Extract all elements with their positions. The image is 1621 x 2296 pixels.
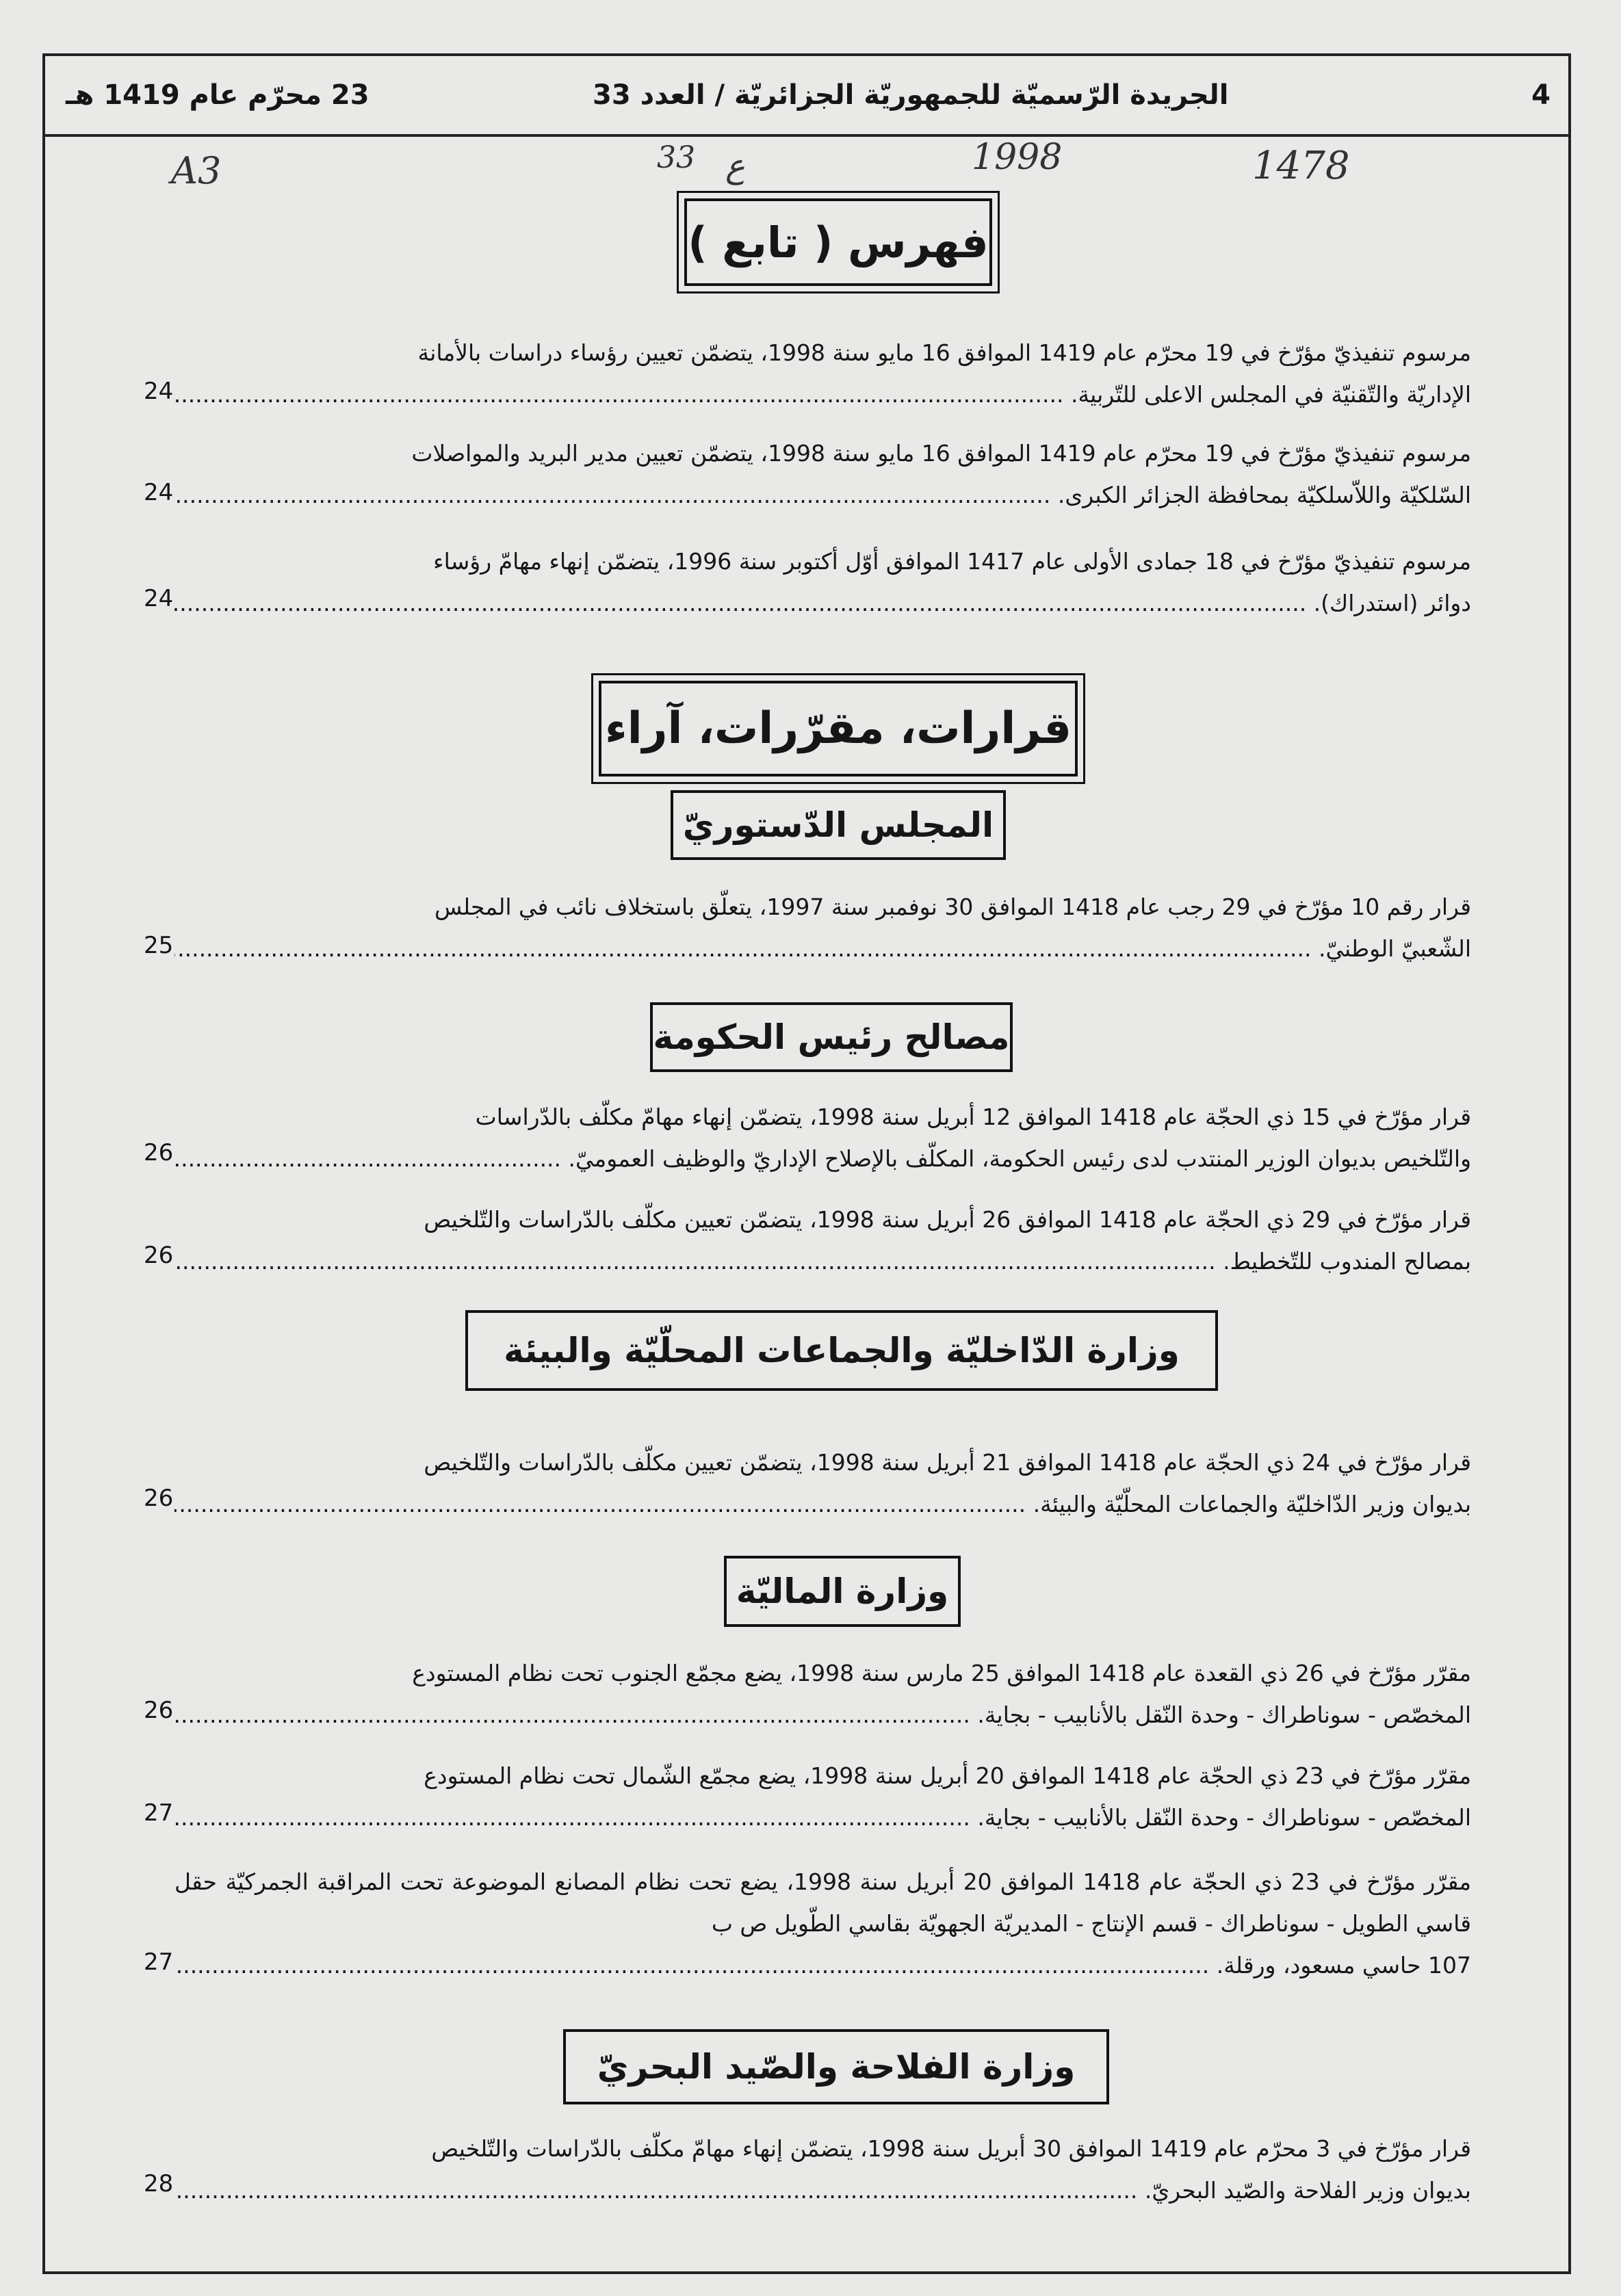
page-header: [45, 56, 1568, 137]
entry-10: مقرّر مؤرّخ في 23 ذي الحجّة عام 1418 الموافق 20 أبريل سنة 1998، يضع تحت نظام المصانع الموضوعة تحت المراقبة الجمركيّة حقل قاسي الطويل - سوناطراك - قسم الإنتاج - المديريّة الجهويّة بقاسي الطّويل ص ب 107 حاسي مسعود، ورقلة. .....: [174, 1861, 1471, 1986]
handwritten-ayn: ع: [725, 147, 745, 185]
entry-2-page: 24: [144, 479, 174, 506]
entry-8: مقرّر مؤرّخ في 26 ذي القعدة عام 1418 الموافق 25 مارس سنة 1998، يضع مجمّع الجنوب تحت نظام المستودع المخصّص - سوناطراك - وحدة النّقل بالأنابيب - بجاية. .....: [174, 1652, 1471, 1736]
entry-4: قرار رقم 10 مؤرّخ في 29 رجب عام 1418 الموافق 30 نوفمبر سنة 1997، يتعلّق باستخلاف نائب في المجلس الشّعبيّ الوطنيّ. .....: [174, 886, 1471, 969]
header-date: 23 محرّم عام 1419 هـ: [66, 79, 369, 111]
entry-11-page: 28: [144, 2170, 174, 2197]
section-head-of-government: مصالح رئيس الحكومة: [650, 1002, 1013, 1072]
entry-1-page: 24: [144, 378, 174, 405]
entry-1: مرسوم تنفيذيّ مؤرّخ في 19 محرّم عام 1419 الموافق 16 مايو سنة 1998، يتضمّن تعيين رؤساء دراسات بالأمانة الإداريّة والتّقنيّة في المجلس الاعلى للتّربية. .....: [174, 332, 1471, 415]
entry-2: مرسوم تنفيذيّ مؤرّخ في 19 محرّم عام 1419 الموافق 16 مايو سنة 1998، يتضمّن تعيين مدير البريد والمواصلات السّلكيّة واللاّسلكيّة بمحافظة الجزائر الكبرى. .....: [174, 432, 1471, 516]
entry-3: مرسوم تنفيذيّ مؤرّخ في 18 جمادى الأولى عام 1417 الموافق أوّل أكتوبر سنة 1996، يتضمّن إنهاء مهامّ رؤساء دوائر (استدراك). .....: [174, 540, 1471, 624]
entry-5-page: 26: [144, 1139, 174, 1166]
entry-9-page: 27: [144, 1799, 174, 1827]
entry-8-page: 26: [144, 1697, 174, 1724]
entry-7-page: 26: [144, 1485, 174, 1512]
entry-5: قرار مؤرّخ في 15 ذي الحجّة عام 1418 الموافق 12 أبريل سنة 1998، يتضمّن إنهاء مهامّ مكلّف بالدّراسات والتّلخيص بديوان الوزير المنتدب لدى رئيس الحكومة، المكلّف بالإصلاح الإداريّ والوظيف العموميّ. .....: [174, 1096, 1471, 1179]
entry-10-page: 27: [144, 1948, 174, 1976]
entry-3-page: 24: [144, 585, 174, 612]
entry-7: قرار مؤرّخ في 24 ذي الحجّة عام 1418 الموافق 21 أبريل سنة 1998، يتضمّن تعيين مكلّف بالدّراسات والتّلخيص بديوان وزير الدّاخليّة والجماعات المحلّيّة والبيئة. .....: [174, 1441, 1471, 1525]
entry-6: قرار مؤرّخ في 29 ذي الحجّة عام 1418 الموافق 26 أبريل سنة 1998، يتضمّن تعيين مكلّف بالدّراسات والتّلخيص بمصالح المندوب للتّخطيط. .....: [174, 1199, 1471, 1282]
handwritten-year: 1998: [972, 137, 1063, 178]
entry-11: قرار مؤرّخ في 3 محرّم عام 1419 الموافق 30 أبريل سنة 1998، يتضمّن إنهاء مهامّ مكلّف بالدّراسات والتّلخيص بديوان وزير الفلاحة والصّيد البحريّ. .....: [174, 2128, 1471, 2211]
handwritten-a3: A3: [171, 149, 222, 192]
section-constitutional-council: المجلس الدّستوريّ: [671, 790, 1006, 860]
handwritten-number: 1478: [1252, 144, 1350, 188]
header-page-number: 4: [1531, 79, 1551, 111]
handwritten-issue: 33: [657, 140, 695, 175]
entry-4-page: 25: [144, 932, 174, 959]
header-title: الجريدة الرّسميّة للجمهوريّة الجزائريّة / العدد 33: [593, 79, 1229, 111]
entry-9: مقرّر مؤرّخ في 23 ذي الحجّة عام 1418 الموافق 20 أبريل سنة 1998، يضع مجمّع الشّمال تحت نظام المستودع المخصّص - سوناطراك - وحدة النّقل بالأنابيب - بجاية. .....: [174, 1755, 1471, 1838]
section-index-continued: فهرس ( تابع ): [684, 198, 992, 286]
entry-6-page: 26: [144, 1242, 174, 1269]
section-decisions: قرارات، مقرّرات، آراء: [599, 681, 1078, 777]
section-finance-ministry: وزارة الماليّة: [724, 1556, 961, 1627]
section-agriculture-ministry: وزارة الفلاحة والصّيد البحريّ: [563, 2029, 1109, 2104]
section-interior-ministry: وزارة الدّاخليّة والجماعات المحلّيّة والبيئة: [465, 1310, 1218, 1391]
